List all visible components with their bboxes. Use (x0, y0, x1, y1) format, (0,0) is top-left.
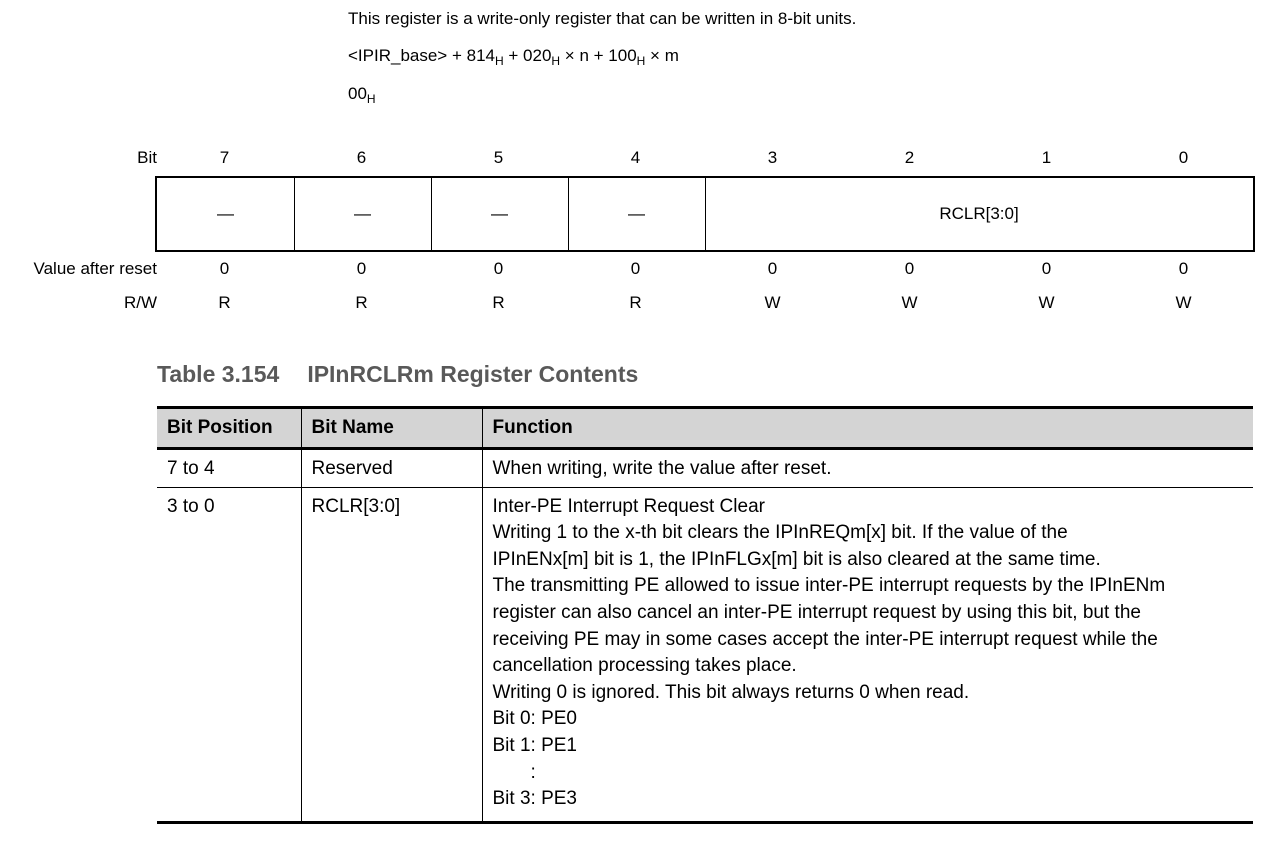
bit-number: 0 (1178, 148, 1189, 167)
bit-number: 5 (493, 148, 504, 167)
rw-bit-value: W (901, 293, 918, 312)
reserved-field: — (628, 204, 645, 223)
rw-bit-value: R (218, 293, 231, 312)
rw-bit-value: W (1038, 293, 1055, 312)
function-cell (482, 449, 1253, 488)
bit-number-row (0, 148, 1287, 170)
bit-name-cell: RCLR[3:0] (301, 487, 482, 822)
column-header: Bit Position (157, 408, 301, 449)
function-line: When writing, write the value after reset. (492, 458, 832, 479)
bit-number: 6 (356, 148, 367, 167)
reserved-field: — (354, 204, 371, 223)
register-field-box (155, 176, 1255, 252)
function-line: IPInENx[m] bit is 1, the IPInFLGx[m] bit is also cleared at the same time. (492, 548, 1101, 570)
table-number: Table 3.154 (157, 361, 280, 387)
function-line: Inter-PE Interrupt Request Clear (492, 495, 765, 517)
address-value: <IPIR_base> + $814_H + 020_H \times n + 100_H \times m$ (348, 46, 679, 68)
function-line: The transmitting PE allowed to issue inter-PE interrupt requests by the IPInENm (492, 575, 1166, 597)
bit-number: 2 (904, 148, 915, 167)
table-header-row (157, 408, 1253, 449)
function-line-ellipsis: : (530, 761, 536, 783)
bit-label: Bit (137, 148, 157, 167)
rw-row (0, 293, 1287, 315)
reset-bit-value: 0 (219, 259, 230, 278)
access-value: This register is a write-only register that can be written in 8-bit units. (348, 9, 857, 28)
register-contents-table (157, 406, 1253, 824)
rw-bit-value: W (764, 293, 781, 312)
table-title: IPInRCLRm Register Contents (307, 361, 639, 387)
function-cell (482, 487, 1253, 822)
reset-bit-value: 0 (1041, 259, 1052, 278)
reset-bit-value: 0 (1178, 259, 1189, 278)
function-line: cancellation processing takes place. (492, 655, 797, 677)
bit-position-cell: 7 to 4 (157, 449, 301, 488)
function-line: Bit 1: PE1 (492, 734, 577, 756)
reset-value: $00_H$ (348, 84, 376, 106)
table-row (157, 487, 1253, 822)
rclr-field: RCLR[3:0] (939, 204, 1019, 223)
bit-number: 3 (767, 148, 778, 167)
bit-name-cell: Reserved (301, 449, 482, 488)
function-line: Bit 0: PE0 (492, 708, 577, 730)
function-line: Writing 1 to the x-th bit clears the IPInREQm[x] bit. If the value of the (492, 522, 1068, 544)
reset-bit-value: 0 (904, 259, 915, 278)
rw-bit-value: R (355, 293, 368, 312)
reset-bit-value: 0 (356, 259, 367, 278)
reserved-field: — (491, 204, 508, 223)
function-line: register can also cancel an inter-PE interrupt request by using this bit, but the (492, 601, 1141, 623)
reset-bit-value: 0 (493, 259, 504, 278)
reset-row-label: Value after reset (33, 259, 157, 278)
reset-bit-value: 0 (767, 259, 778, 278)
column-header: Bit Name (301, 408, 482, 449)
rw-row-label: R/W (123, 293, 157, 312)
reset-value-row (0, 259, 1287, 281)
reserved-field: — (217, 204, 234, 223)
rw-bit-value: R (492, 293, 505, 312)
bit-number: 4 (630, 148, 641, 167)
bit-number: 1 (1041, 148, 1052, 167)
function-line: receiving PE may in some cases accept the inter-PE interrupt request while the (492, 628, 1158, 650)
table-caption (157, 361, 638, 388)
bit-position-cell: 3 to 0 (157, 487, 301, 822)
column-header: Function (482, 408, 1253, 449)
table-row (157, 449, 1253, 488)
bit-number: 7 (219, 148, 230, 167)
function-line: Writing 0 is ignored. This bit always returns 0 when read. (492, 681, 970, 703)
function-line: Bit 3: PE3 (492, 788, 577, 810)
rw-bit-value: W (1175, 293, 1192, 312)
reset-bit-value: 0 (630, 259, 641, 278)
rw-bit-value: R (629, 293, 642, 312)
